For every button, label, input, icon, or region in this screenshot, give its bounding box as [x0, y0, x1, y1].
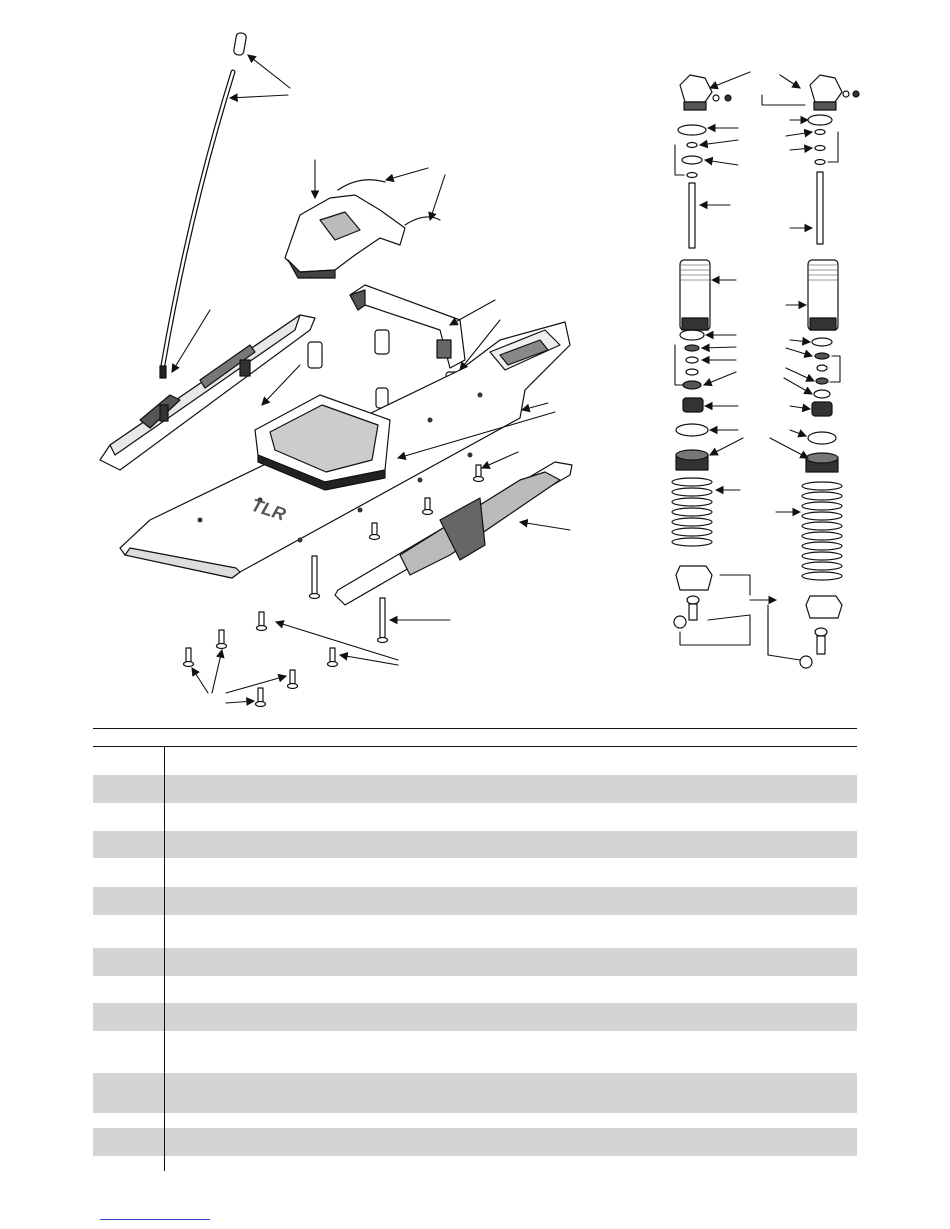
table-row: [93, 948, 857, 976]
chassis-logo: TLR: [248, 494, 289, 525]
front-brace: [285, 195, 405, 278]
antenna-cap: [233, 32, 247, 55]
table-row: [93, 1003, 857, 1031]
antenna-tube: [160, 32, 247, 378]
parts-table: [93, 728, 857, 1171]
table-header-rule: [93, 746, 857, 747]
table-row: [93, 775, 857, 803]
shock-assembly-left: [672, 75, 731, 628]
body-clip-2: [405, 217, 440, 225]
table-row: [93, 1073, 857, 1113]
shock-assembly-right: [800, 75, 859, 668]
battery-post-1: [375, 330, 389, 354]
battery-post-3: [376, 388, 388, 408]
table-column-divider: [164, 746, 165, 1171]
body-clip-1: [338, 180, 385, 190]
table-row: [93, 887, 857, 915]
servo-post: [308, 342, 322, 368]
table-row: [93, 831, 857, 858]
table-row: [93, 1128, 857, 1156]
battery-strap: [350, 285, 465, 368]
table-top-rule: [93, 728, 857, 729]
footer-link[interactable]: [100, 1219, 210, 1220]
